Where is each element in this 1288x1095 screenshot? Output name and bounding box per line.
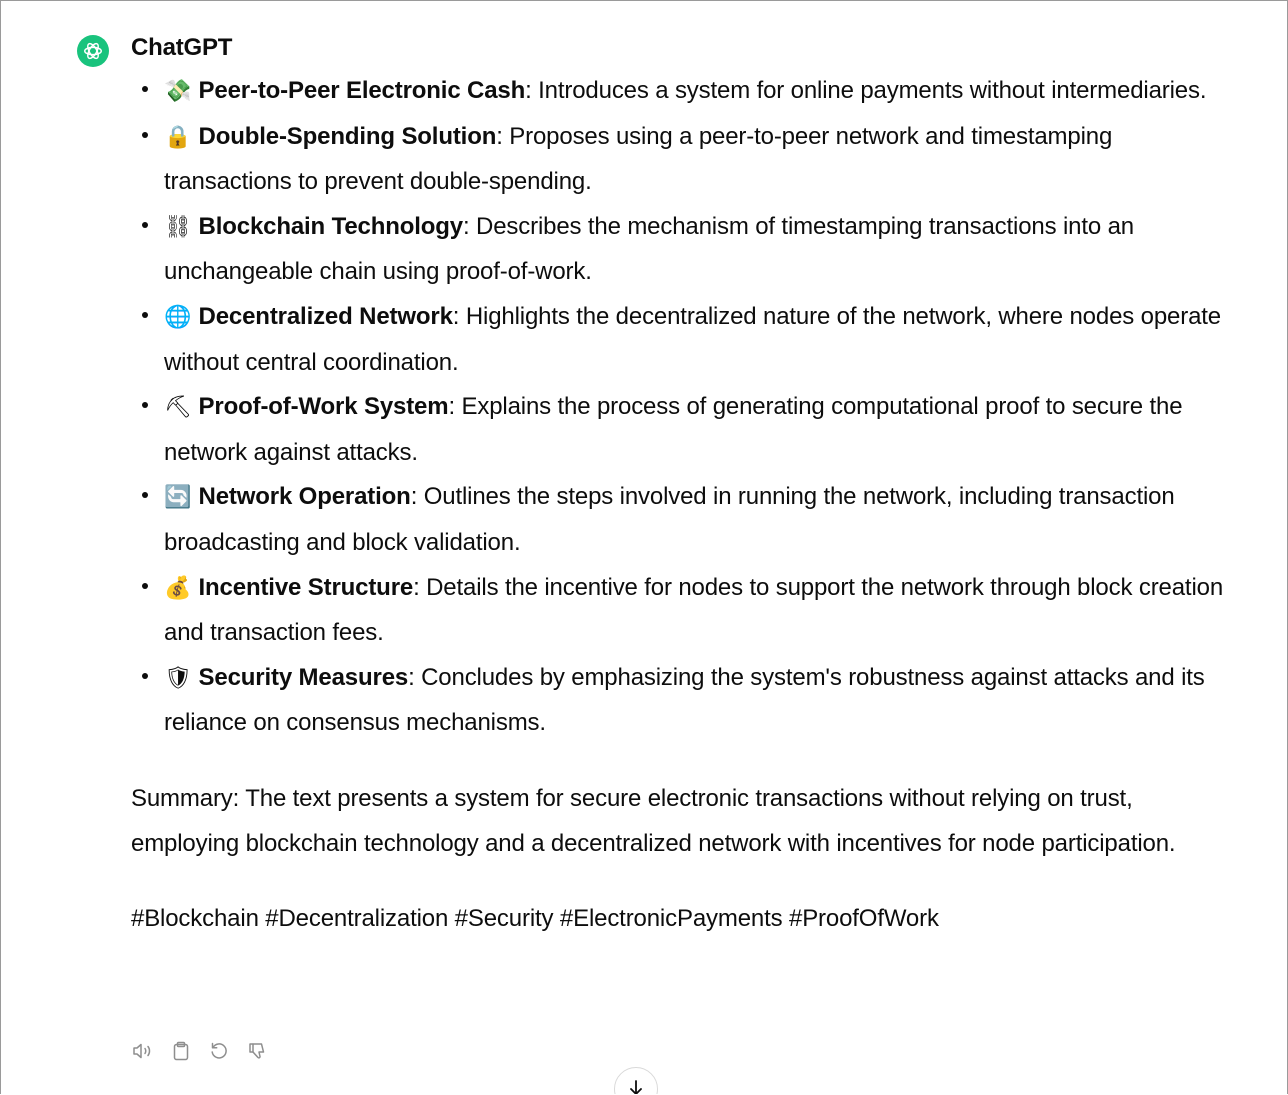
list-item (131, 205, 1241, 295)
lock-icon: 🔒 (164, 124, 192, 150)
item-description: : Introduces a system for online payments without intermediaries. (525, 77, 1207, 104)
list-item (131, 656, 1241, 746)
speaker-icon (132, 1041, 154, 1061)
pick-icon: ⛏ (164, 395, 192, 421)
list-item (131, 566, 1241, 656)
arrow-down-icon (629, 1080, 643, 1094)
message-author: ChatGPT (131, 34, 233, 61)
bad-response-button[interactable] (246, 1039, 268, 1063)
item-title: Blockchain Technology (198, 212, 463, 240)
chains-icon: ⛓ (164, 214, 192, 240)
hashtags-line: #Blockchain #Decentralization #Security #ElectronicPayments #ProofOfWork (131, 905, 939, 933)
openai-logo-icon (82, 40, 104, 62)
refresh-icon (209, 1041, 229, 1061)
list-item (131, 295, 1241, 385)
message-content (131, 69, 1241, 942)
bullet-list (131, 69, 1241, 746)
refresh-arrows-icon: 🔄 (164, 485, 192, 511)
item-description: : Outlines the steps involved in running the network, including transaction broadcasting and block validation. (164, 483, 1175, 556)
item-title: Proof-of-Work System (198, 393, 449, 421)
list-item (131, 385, 1241, 475)
item-title: Security Measures (198, 663, 409, 691)
item-description: : Explains the process of generating computational proof to secure the network against attacks. (164, 393, 1183, 466)
globe-icon: 🌐 (164, 304, 192, 330)
summary-paragraph: Summary: The text presents a system for secure electronic transactions without relying on trust, employing blockchain technology and a decentralized network with incentives for node participation. (131, 784, 1176, 857)
item-title: Decentralized Network (198, 302, 453, 330)
item-description: : Details the incentive for nodes to support the network through block creation and transaction fees. (164, 573, 1224, 647)
item-title: Network Operation (198, 483, 411, 511)
money-bag-icon: 💰 (164, 575, 192, 601)
item-description: : Concludes by emphasizing the system's robustness against attacks and its reliance on consensus mechanisms. (164, 663, 1205, 737)
item-description: : Proposes using a peer-to-peer network and timestamping transactions to prevent double-spending. (164, 122, 1113, 196)
item-title: Double-Spending Solution (198, 122, 497, 150)
list-item (131, 115, 1241, 205)
chatgpt-avatar (77, 35, 109, 67)
clipboard-icon (172, 1041, 190, 1061)
item-description: : Describes the mechanism of timestamping transactions into an unchangeable chain using proof-of-work. (164, 212, 1134, 286)
list-item (131, 69, 1241, 115)
read-aloud-button[interactable] (132, 1039, 154, 1063)
copy-button[interactable] (170, 1039, 192, 1063)
item-description: : Highlights the decentralized nature of the network, where nodes operate without central coordination. (164, 302, 1221, 376)
shield-icon: 🛡 (164, 665, 192, 691)
thumbs-down-icon (247, 1041, 267, 1061)
item-title: Peer-to-Peer Electronic Cash (198, 77, 526, 104)
list-item (131, 475, 1241, 565)
message-actions (132, 1039, 268, 1063)
scroll-to-bottom-button[interactable] (614, 1067, 658, 1094)
regenerate-button[interactable] (208, 1039, 230, 1063)
item-title: Incentive Structure (198, 573, 414, 601)
money-with-wings-icon: 💸 (164, 79, 192, 104)
